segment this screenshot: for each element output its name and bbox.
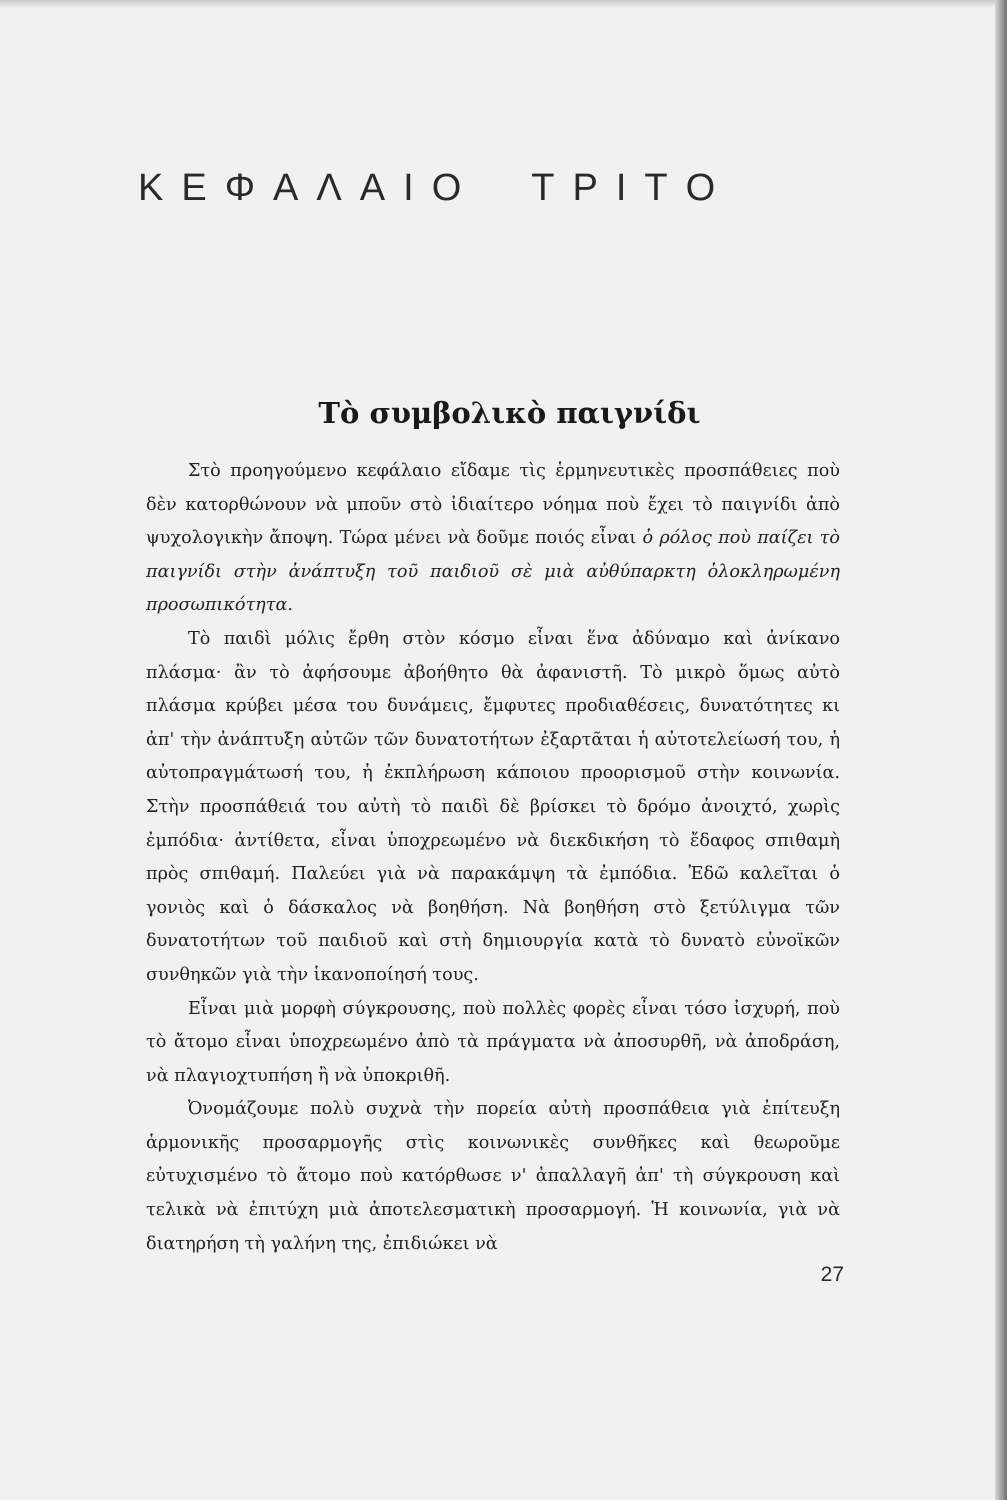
paragraph-text: Στὸ προηγούμενο κεφάλαιο εἴδαμε τὶς ἑρμηνευτικὲς προσπάθειες ποὺ δὲν κατορθώνουν νὰ μποῦν στὸ ἰδιαίτερο νόημα ποὺ ἔχει τὸ παιγνίδι ἀπὸ ψυχολογικὴν ἄποψη. Τώρα μένει νὰ δοῦμε ποιός εἶναι [146,461,840,549]
chapter-letter: Ι [615,167,627,209]
chapter-letter: Ε [181,167,207,209]
paragraph: Ὀνομάζουμε πολὺ συχνὰ τὴν πορεία αὐτὴ προσπάθεια γιὰ ἐπίτευξη ἁρμονικῆς προσαρμογῆς στὶς κοινωνικὲς συνθῆκες καὶ θεωροῦμε εὐτυχισμένο τὸ ἄτομο ποὺ κατόρθωσε ν' ἀπαλλαγῆ ἀπ' τὴ σύγκρουση καὶ τελικὰ νὰ ἐπιτύχη μιὰ ἀποτελεσματικὴ προσαρμογή. Ἡ κοινωνία, γιὰ νὰ διατηρήση τὴ γαλήνη της, ἐπιδιώκει νὰ [146,1099,840,1254]
chapter-letter: Λ [316,167,342,209]
page-top-edge [0,0,1007,8]
chapter-letter: Φ [224,167,256,209]
chapter-letter: Ο [431,167,462,209]
chapter-letter: Α [359,167,386,209]
paragraph-text: . [287,595,293,616]
section-title: Τὸ συμβολικὸ παιγνίδι [318,396,701,430]
paragraph [146,455,840,623]
page-number: 27 [820,1263,844,1286]
chapter-letter: Τ [531,167,555,209]
paragraph: Τὸ παιδὶ μόλις ἔρθη στὸν κόσμο εἶναι ἕνα ἀδύναμο καὶ ἀνίκανο πλάσμα· ἂν τὸ ἀφήσουμε ἀβοήθητο θὰ ἀφανιστῆ. Τὸ μικρὸ ὅμως αὐτὸ πλάσμα κρύβει μέσα του δυνάμεις, ἔμφυτες προδιαθέσεις, δυνατότητες κι ἀπ' τὴν ἀνάπτυξη αὐτῶν τῶν δυνατοτήτων ἐξαρτᾶται ἡ αὐτοτελείωσή του, ἡ αὐτοπραγμάτωσή του, ἡ ἐκπλήρωση κάποιου προορισμοῦ στὴν κοινωνία. Στὴν προσπάθειά του αὐτὴ τὸ παιδὶ δὲ βρίσκει τὸ δρόμο ἀνοιχτό, χωρὶς ἐμπόδια· ἀντίθετα, εἶναι ὑποχρεωμένο νὰ διεκδικήση τὸ ἔδαφος σπιθαμὴ πρὸς σπιθαμή. Παλεύει γιὰ νὰ παρακάμψη τὰ ἐμπόδια. Ἐδῶ καλεῖται ὁ γονιὸς καὶ ὁ δάσκαλος νὰ βοηθήση. Νὰ βοηθήση στὸ ξετύλιγμα τῶν δυνατοτήτων τοῦ παιδιοῦ καὶ στὴ δημιουργία κατὰ τὸ δυνατὸ εὐνοϊκῶν συνθηκῶν γιὰ τὴν ἱκανοποίησή τους. [146,628,840,985]
body-text [146,455,840,1261]
paragraph: Εἶναι μιὰ μορφὴ σύγκρουσης, ποὺ πολλὲς φορὲς εἶναι τόσο ἰσχυρή, ποὺ τὸ ἄτομο εἶναι ὑποχρεωμένο ἀπὸ τὰ πράγματα νὰ ἀποσυρθῆ, νὰ ἀποδράση, νὰ πλαγιοχτυπήση ἢ νὰ ὑποκριθῆ. [146,998,840,1086]
chapter-heading [138,166,838,210]
page-right-edge [995,0,1007,1500]
chapter-letter: Τ [644,167,668,209]
chapter-letter: Ο [685,167,716,209]
chapter-letter: Ρ [572,167,598,209]
emphasized-text: ὁ ρόλος ποὺ παίζει τὸ παιγνίδι στὴν ἀνάπτυξη τοῦ παιδιοῦ σὲ μιὰ αὐθύπαρκτη ὁλοκληρωμένη προσωπικότητα [146,528,841,616]
chapter-letter: Κ [138,167,164,209]
chapter-letter: Α [273,167,299,209]
chapter-letter: Ι [403,167,414,209]
